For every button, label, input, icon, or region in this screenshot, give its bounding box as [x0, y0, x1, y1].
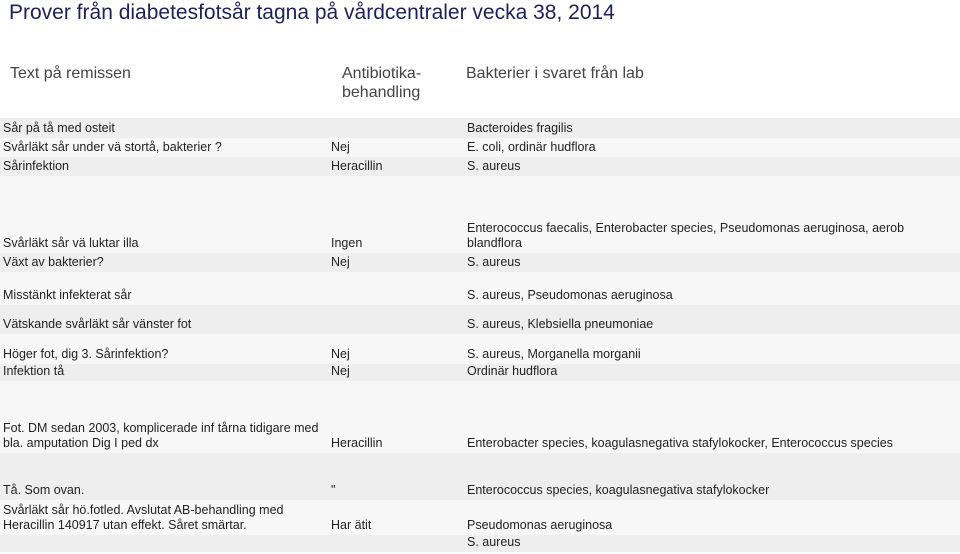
cell-antibiotika: Nej: [331, 140, 350, 154]
cell-bakterier: S. aureus, Klebsiella pneumoniae: [467, 317, 654, 331]
cell-remiss: Svårläkt sår vä luktar illa: [3, 236, 139, 250]
cell-remiss: Infektion tå: [3, 364, 65, 378]
cell-bakterier: S. aureus: [467, 159, 521, 173]
table-row: [0, 500, 960, 535]
cell-bakterier: Enterococcus species, koagulasnegativa stafylokocker: [467, 483, 770, 497]
cell-remiss: Fot. DM sedan 2003, komplicerade inf tårna tidigare med bla. amputation Dig I ped dx: [3, 421, 319, 450]
cell-bakterier: Bacteroides fragilis: [467, 121, 573, 135]
cell-remiss: Svårläkt sår under vä stortå, bakterier ?: [3, 140, 222, 154]
cell-remiss: Vätskande svårläkt sår vänster fot: [3, 317, 192, 331]
table-row: [0, 334, 960, 364]
page-title: Prover från diabetesfotsår tagna på vårdcentraler vecka 38, 2014: [9, 1, 615, 24]
cell-antibiotika: Nej: [331, 255, 350, 269]
table-row: [0, 381, 960, 453]
cell-antibiotika: Heracillin: [331, 436, 383, 450]
cell-bakterier: Enterococcus faecalis, Enterobacter species, Pseudomonas aeruginosa, aerob blandflora: [467, 221, 905, 250]
cell-bakterier: Pseudomonas aeruginosa: [467, 518, 613, 532]
table-row: [0, 118, 960, 138]
table-row: [0, 364, 960, 381]
column-header-remiss: Text på remissen: [10, 65, 131, 82]
cell-antibiotika: Nej: [331, 364, 350, 378]
cell-bakterier: S. aureus: [467, 255, 521, 269]
cell-antibiotika: Nej: [331, 347, 350, 361]
table-row: [0, 253, 960, 272]
cell-remiss: Misstänkt infekterat sår: [3, 288, 132, 302]
cell-remiss: Sårinfektion: [3, 159, 70, 173]
table-row: [0, 535, 960, 552]
table-row: [0, 305, 960, 334]
cell-remiss: Sår på tå med osteit: [3, 121, 115, 135]
cell-bakterier: Enterobacter species, koagulasnegativa stafylokocker, Enterococcus species: [467, 436, 893, 450]
table-row: [0, 176, 960, 253]
cell-antibiotika: Ingen: [331, 236, 363, 250]
results-table: [0, 118, 960, 552]
table-row: [0, 138, 960, 157]
column-header-antibiotika: Antibiotika-behandling: [342, 65, 422, 101]
table-row: [0, 157, 960, 176]
cell-antibiotika: ": [331, 483, 336, 497]
cell-bakterier: E. coli, ordinär hudflora: [467, 140, 596, 154]
table-row: [0, 453, 960, 500]
cell-remiss: Växt av bakterier?: [3, 255, 104, 269]
cell-remiss: Höger fot, dig 3. Sårinfektion?: [3, 347, 169, 361]
cell-antibiotika: Har ätit: [331, 518, 372, 532]
cell-bakterier: S. aureus, Pseudomonas aeruginosa: [467, 288, 673, 302]
table-row: [0, 272, 960, 305]
column-header-bakterier: Bakterier i svaret från lab: [466, 65, 644, 82]
cell-bakterier: S. aureus, Morganella morganii: [467, 347, 641, 361]
cell-remiss: Tå. Som ovan.: [3, 483, 85, 497]
cell-remiss: Svårläkt sår hö.fotled. Avslutat AB-behandling med Heracillin 140917 utan effekt. Såret smärtar.: [3, 503, 284, 532]
cell-antibiotika: Heracillin: [331, 159, 383, 173]
cell-bakterier: Ordinär hudflora: [467, 364, 558, 378]
cell-bakterier: S. aureus: [467, 535, 521, 549]
